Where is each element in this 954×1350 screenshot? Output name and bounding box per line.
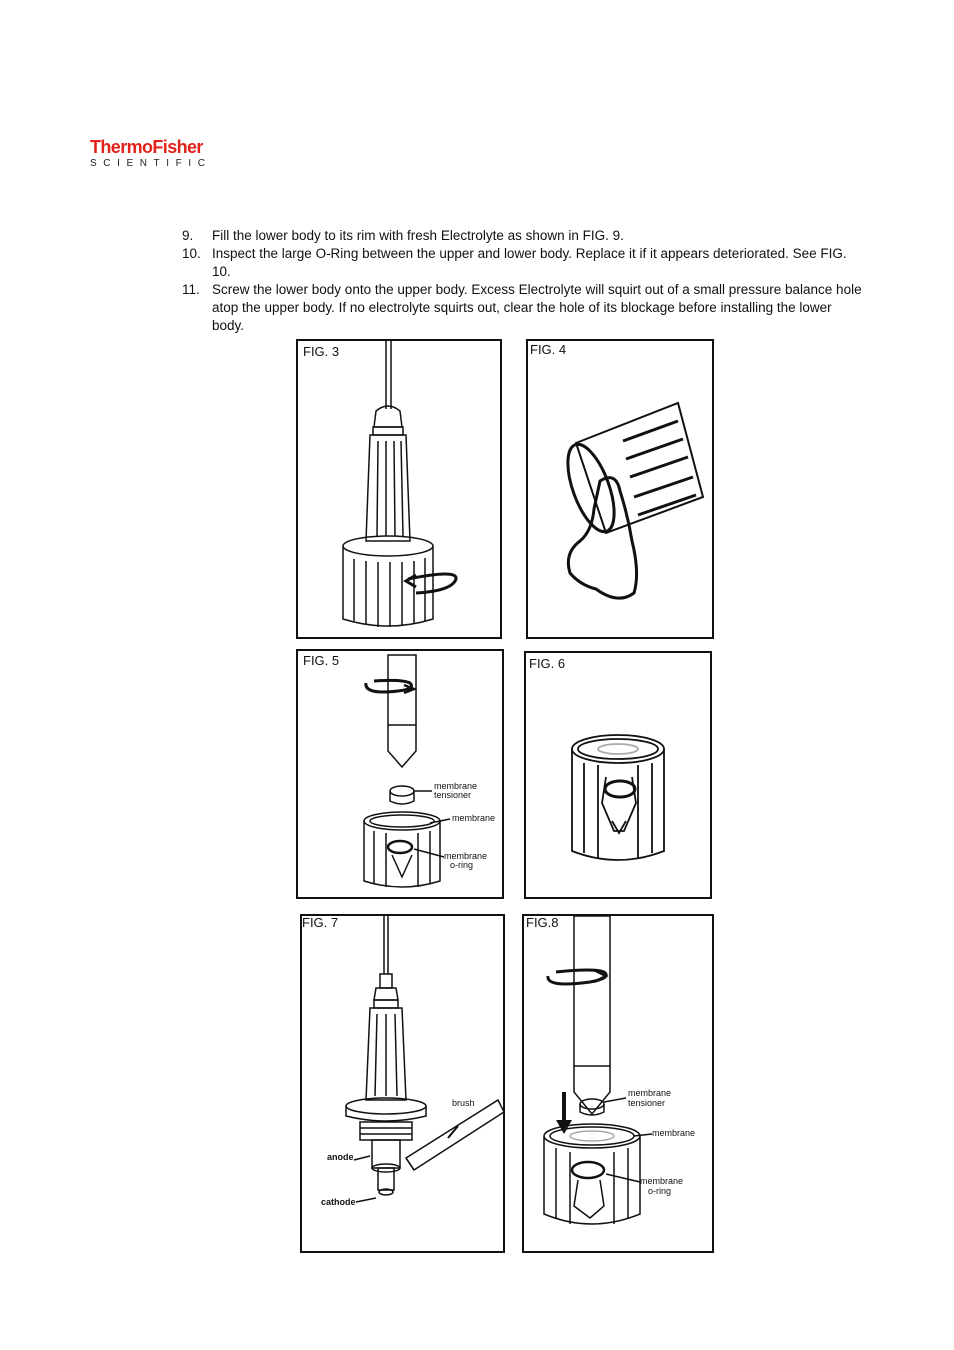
fig8-callout-oring-line1: membrane xyxy=(640,1176,684,1186)
fig8-assembly-illustration xyxy=(524,916,714,1253)
figure-3 xyxy=(296,339,502,639)
fig5-callout-oring-line1: membrane xyxy=(444,851,488,861)
fig4-pouring-illustration xyxy=(528,341,714,639)
fig8-callout-oring-line2: o-ring xyxy=(648,1186,672,1196)
fig8-callout-tensioner-line2: tensioner xyxy=(628,1098,666,1108)
fig4-label: FIG. 4 xyxy=(530,342,567,357)
step-text: Fill the lower body to its rim with fresh Electrolyte as shown in FIG. 9. xyxy=(212,228,624,243)
fig6-lower-body-illustration xyxy=(526,653,712,899)
figure-4 xyxy=(526,339,714,639)
fig8-callout-tensioner-line1: membrane xyxy=(628,1088,672,1098)
figure-5 xyxy=(296,649,504,899)
fig5-callout-oring-line2: o-ring xyxy=(450,860,474,870)
fig8-callout-membrane: membrane xyxy=(652,1128,696,1138)
fig5-callout-membrane: membrane xyxy=(452,813,496,823)
fig7-callout-cathode: cathode xyxy=(321,1197,356,1207)
step-number: 9. xyxy=(182,228,194,243)
logo-wordmark: ThermoFisher xyxy=(90,137,203,157)
logo-subtitle: SCIENTIFIC xyxy=(90,158,212,169)
fig6-label: FIG. 6 xyxy=(529,656,566,671)
figure-6 xyxy=(524,651,712,899)
step-number: 11. xyxy=(182,282,200,297)
fig5-label: FIG. 5 xyxy=(303,653,340,668)
fig8-label: FIG.8 xyxy=(526,915,559,930)
step-text: Screw the lower body onto the upper body. Excess Electrolyte will squirt out of a small pressure balance hole atop the upper body. If no electrolyte squirts out, clear the hole of its blockage before installing the lower body. xyxy=(212,282,862,333)
fig5-callout-tensioner-line1: membrane xyxy=(434,781,478,791)
figure-7 xyxy=(300,914,505,1253)
fig3-sensor-illustration xyxy=(298,341,502,639)
thermo-fisher-logo xyxy=(90,138,220,172)
step-9 xyxy=(182,227,862,245)
step-text: Inspect the large O-Ring between the upper and lower body. Replace it if it appears deteriorated. See FIG. 10. xyxy=(212,246,847,279)
fig5-callout-tensioner-line2: tensioner xyxy=(434,790,472,800)
fig7-label: FIG. 7 xyxy=(302,915,339,930)
fig5-membrane-illustration xyxy=(298,651,504,899)
step-10 xyxy=(182,245,862,281)
instruction-steps xyxy=(182,227,862,335)
step-11 xyxy=(182,281,862,335)
step-number: 10. xyxy=(182,246,201,261)
figure-8 xyxy=(522,914,714,1253)
fig7-electrode-cleaning-illustration xyxy=(302,916,505,1253)
fig7-callout-anode: anode xyxy=(327,1152,354,1162)
fig7-callout-brush: brush xyxy=(452,1098,475,1108)
fig3-label: FIG. 3 xyxy=(303,344,340,359)
